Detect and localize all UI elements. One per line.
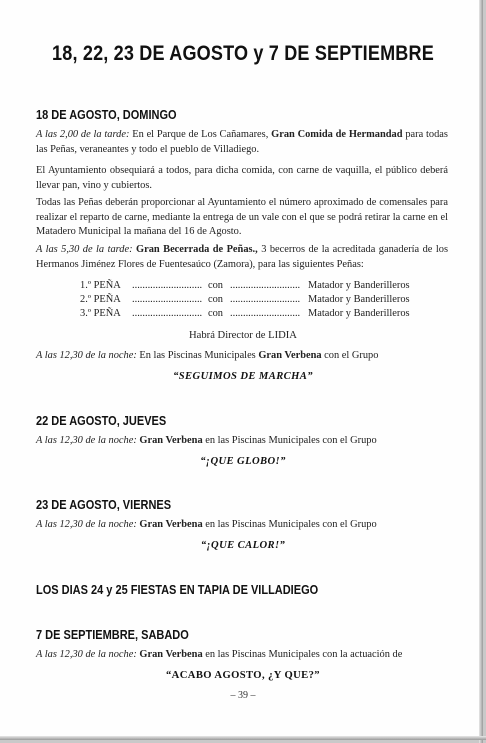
paragraph-verbena-aug23: [36, 518, 448, 533]
paragraph-becerrada: [36, 243, 448, 272]
section-heading-tapia: LOS DIAS 24 y 25 FIESTAS EN TAPIA DE VILLADIEGO: [36, 583, 319, 597]
pena-blank: ...........................: [230, 308, 301, 319]
paragraph-text: 3 becerros de la acreditada ganadería de los Hermanos Jiménez Flores de Fuentesaúco (Zamora), para las siguientes Peñas:: [36, 244, 448, 270]
band-name: “ACABO AGOSTO, ¿Y QUE?”: [165, 670, 320, 681]
page-edge-shadow: [0, 736, 486, 740]
pena-number: 3.º PEÑA: [80, 308, 121, 319]
time-label: A las 2,00 de la tarde:: [36, 129, 130, 140]
paragraph-text: en las Piscinas Municipales con el Grupo: [205, 435, 377, 446]
pena-role: Matador y Banderilleros: [308, 294, 410, 305]
band-name: “¡QUE GLOBO!”: [200, 456, 286, 467]
section-heading-aug18: 18 DE AGOSTO, DOMINGO: [36, 108, 177, 122]
pena-blank: ...........................: [132, 308, 203, 319]
pena-blank: ...........................: [230, 294, 301, 305]
time-label: A las 12,30 de la noche:: [36, 350, 137, 361]
pena-blank: ...........................: [132, 280, 203, 291]
paragraph-verbena-aug18: [36, 349, 448, 364]
pena-con: con: [208, 280, 224, 291]
paragraph-penas: Todas las Peñas deberán proporcionar al Ayuntamiento el número aproximado de comensales para realizar el reparto de carne, mediante la entrega de un vale con el que se podrá retirar la carne en el Matadero Municipal la mañana del 16 de Agosto.: [36, 197, 448, 238]
section-heading-aug23: 23 DE AGOSTO, VIERNES: [36, 498, 172, 512]
paragraph-verbena-sep7: [36, 648, 448, 663]
page-title: 18, 22, 23 DE AGOSTO y 7 DE SEPTIEMBRE: [52, 42, 434, 65]
pena-blank: ...........................: [132, 294, 203, 305]
paragraph-ayuntamiento: El Ayuntamiento obsequiará a todos, para dicha comida, con carne de vaquilla, el público deberá llevar pan, vino y cubiertos.: [36, 165, 448, 191]
pena-con: con: [208, 294, 224, 305]
paragraph-text: con el Grupo: [324, 350, 379, 361]
pena-blank: ...........................: [230, 280, 301, 291]
paragraph-text: para todas las Peñas, veraneantes y todo el pueblo de Villadiego.: [36, 129, 448, 155]
time-label: A las 12,30 de la noche:: [36, 519, 137, 530]
pena-con: con: [208, 308, 224, 319]
event-name: Gran Verbena: [139, 435, 203, 446]
director-note: Habrá Director de LIDIA: [189, 330, 297, 341]
band-name: “SEGUIMOS DE MARCHA”: [173, 371, 313, 382]
pena-role: Matador y Banderilleros: [308, 280, 410, 291]
event-name: Gran Verbena: [258, 350, 322, 361]
pena-number: 2.º PEÑA: [80, 294, 121, 305]
event-name: Gran Comida de Hermandad: [271, 129, 403, 140]
paragraph-verbena-aug22: [36, 434, 448, 449]
paragraph-comida: [36, 128, 448, 157]
section-heading-aug22: 22 DE AGOSTO, JUEVES: [36, 414, 167, 428]
paragraph-text: en las Piscinas Municipales con la actuación de: [205, 649, 403, 660]
section-heading-sep7: 7 DE SEPTIEMBRE, SABADO: [36, 628, 189, 642]
event-name: Gran Verbena: [139, 519, 203, 530]
paragraph-text: en las Piscinas Municipales con el Grupo: [205, 519, 377, 530]
pena-role: Matador y Banderilleros: [308, 308, 410, 319]
event-name: Gran Verbena: [139, 649, 203, 660]
page-number: – 39 –: [230, 690, 256, 701]
pena-number: 1.º PEÑA: [80, 280, 121, 291]
paragraph-text: En las Piscinas Municipales: [139, 350, 256, 361]
event-name: Gran Becerrada de Peñas.,: [136, 244, 258, 255]
time-label: A las 12,30 de la noche:: [36, 435, 137, 446]
page-edge-shadow: [479, 0, 483, 743]
paragraph-text: En el Parque de Los Cañamares,: [132, 129, 269, 140]
time-label: A las 5,30 de la tarde:: [36, 244, 133, 255]
band-name: “¡QUE CALOR!”: [200, 540, 286, 551]
time-label: A las 12,30 de la noche:: [36, 649, 137, 660]
